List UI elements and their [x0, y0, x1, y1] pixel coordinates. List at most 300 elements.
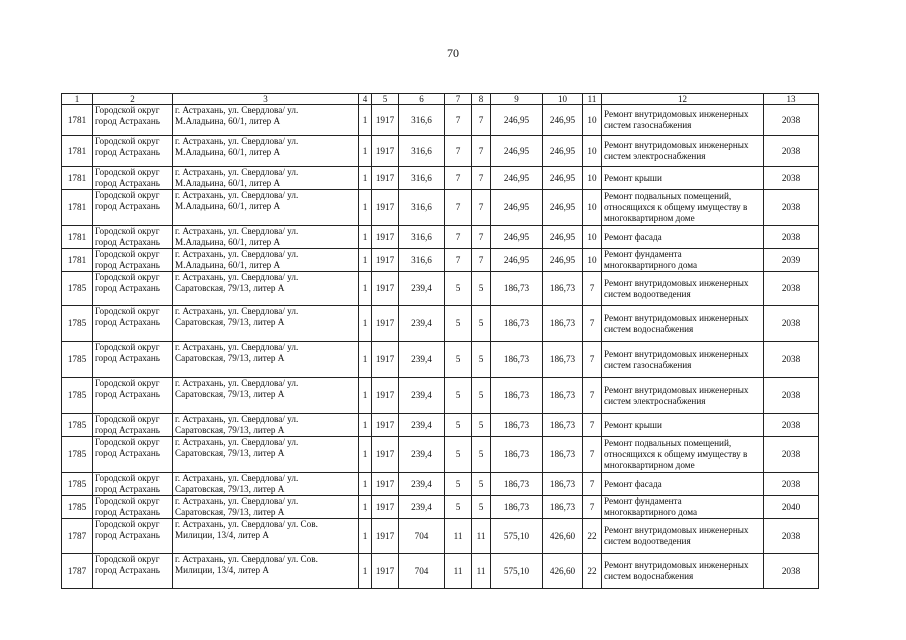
- planned-year-cell: [764, 272, 819, 306]
- address-cell-line: г. Астрахань, ул. Свердлова/ ул.: [175, 136, 299, 146]
- total-area-cell-line: 316,6: [411, 231, 432, 242]
- area-9-cell-line: 186,73: [503, 449, 530, 459]
- municipality-cell-line: город Астрахань: [95, 237, 160, 247]
- municipality-cell: [93, 306, 173, 342]
- col-header: 13: [764, 94, 819, 105]
- col7-cell-line: 7: [455, 254, 461, 265]
- planned-year-cell: [764, 496, 819, 519]
- col8-cell: [472, 554, 491, 589]
- work-type-cell-line: относящихся к общему имуществу в: [604, 449, 748, 459]
- col7-cell: [445, 378, 472, 414]
- total-area-cell-line: 239,4: [411, 501, 432, 512]
- col4-cell-line: 1: [362, 283, 368, 293]
- work-type-cell-line: систем газоснабжения: [604, 359, 692, 370]
- area-9-cell: [491, 272, 543, 306]
- table-row: [62, 167, 819, 190]
- total-area-cell-line: 239,4: [411, 390, 432, 400]
- table-row: [62, 226, 819, 249]
- address-cell-line: М.Аладьина, 60/1, литер А: [175, 147, 281, 157]
- col11-cell: [583, 190, 602, 226]
- work-type-cell: [602, 249, 764, 272]
- work-type-cell-line: Ремонт внутридомовых инженерных: [604, 384, 749, 395]
- municipality-cell-line: Городской округ: [95, 105, 160, 115]
- house-id-cell: [62, 496, 93, 519]
- col8-cell: [472, 519, 491, 554]
- year-built-cell-line: 1917: [375, 254, 395, 265]
- col11-cell: [583, 306, 602, 342]
- planned-year-cell-line: 2038: [781, 231, 801, 242]
- col8-cell: [472, 473, 491, 496]
- area-10-cell-line: 186,73: [549, 419, 576, 430]
- house-id-cell: [62, 378, 93, 414]
- col11-cell-line: 22: [587, 565, 597, 576]
- area-9-cell: [491, 473, 543, 496]
- col7-cell: [445, 249, 472, 272]
- col11-cell: [583, 437, 602, 473]
- total-area-cell: [399, 342, 445, 378]
- col7-cell: [445, 190, 472, 226]
- year-built-cell: [372, 105, 399, 136]
- municipality-cell-line: Городской округ: [95, 190, 160, 200]
- col7-cell: [445, 272, 472, 306]
- year-built-cell-line: 1917: [375, 114, 395, 125]
- col8-cell: [472, 190, 491, 226]
- municipality-cell-line: Городской округ: [95, 136, 160, 146]
- area-9-cell-line: 186,73: [503, 318, 530, 328]
- area-10-cell-line: 246,95: [549, 202, 576, 212]
- col-header: 1: [62, 94, 93, 105]
- work-type-cell-line: Ремонт фундамента: [604, 496, 682, 506]
- col4-cell-line: 1: [362, 145, 368, 156]
- col8-cell-line: 7: [478, 145, 484, 156]
- area-9-cell-line: 246,95: [503, 145, 530, 156]
- col4-cell-line: 1: [362, 419, 368, 430]
- house-id-cell: [62, 342, 93, 378]
- col-header: 6: [399, 94, 445, 105]
- planned-year-cell: [764, 167, 819, 190]
- work-type-cell: [602, 190, 764, 226]
- municipality-cell: [93, 414, 173, 437]
- address-cell-line: Милиции, 13/4, литер А: [175, 530, 269, 540]
- total-area-cell: [399, 496, 445, 519]
- area-9-cell-line: 186,73: [503, 390, 530, 400]
- planned-year-cell-line: 2038: [781, 114, 801, 125]
- col7-cell-line: 5: [455, 478, 461, 489]
- area-9-cell: [491, 167, 543, 190]
- municipality-cell-line: Городской округ: [95, 554, 160, 564]
- col7-cell: [445, 496, 472, 519]
- planned-year-cell-line: 2038: [781, 565, 801, 576]
- house-id-cell-line: 1781: [67, 231, 87, 242]
- year-built-cell: [372, 378, 399, 414]
- work-type-cell-line: Ремонт внутридомовых инженерных: [604, 277, 749, 288]
- area-10-cell: [543, 437, 583, 473]
- col8-cell: [472, 414, 491, 437]
- work-type-cell-line: Ремонт подвальных помещений,: [604, 191, 732, 201]
- total-area-cell: [399, 190, 445, 226]
- year-built-cell-line: 1917: [375, 419, 395, 430]
- col4-cell: [359, 167, 372, 190]
- work-type-cell: [602, 105, 764, 136]
- planned-year-cell: [764, 378, 819, 414]
- col8-cell-line: 5: [478, 478, 484, 489]
- col11-cell-line: 10: [587, 172, 597, 183]
- year-built-cell-line: 1917: [375, 145, 395, 156]
- col4-cell-line: 1: [362, 354, 368, 364]
- municipality-cell-line: город Астрахань: [95, 425, 160, 435]
- year-built-cell: [372, 306, 399, 342]
- col4-cell: [359, 105, 372, 136]
- col11-cell-line: 10: [587, 202, 597, 212]
- address-cell-line: г. Астрахань, ул. Свердлова/ ул.: [175, 249, 299, 259]
- work-type-cell-line: многоквартирного дома: [604, 507, 698, 517]
- total-area-cell-line: 239,4: [411, 449, 432, 459]
- col7-cell: [445, 136, 472, 167]
- area-10-cell-line: 426,60: [549, 565, 576, 576]
- col8-cell-line: 7: [478, 254, 484, 265]
- col11-cell: [583, 414, 602, 437]
- planned-year-cell: [764, 226, 819, 249]
- area-9-cell-line: 575,10: [503, 530, 530, 541]
- work-type-cell: [602, 554, 764, 589]
- address-cell-line: г. Астрахань, ул. Свердлова/ ул.: [175, 496, 299, 506]
- municipality-cell-line: город Астрахань: [95, 317, 160, 327]
- address-cell: [173, 554, 359, 589]
- address-cell-line: г. Астрахань, ул. Свердлова/ ул.: [175, 226, 299, 236]
- col11-cell: [583, 554, 602, 589]
- col-header: 10: [543, 94, 583, 105]
- work-type-cell-line: Ремонт внутридомовых инженерных: [604, 140, 749, 150]
- year-built-cell-line: 1917: [375, 172, 395, 183]
- year-built-cell: [372, 272, 399, 306]
- total-area-cell: [399, 437, 445, 473]
- address-cell-line: М.Аладьина, 60/1, литер А: [175, 237, 281, 247]
- area-10-cell: [543, 226, 583, 249]
- col4-cell: [359, 342, 372, 378]
- col7-cell-line: 5: [455, 318, 461, 328]
- col11-cell: [583, 105, 602, 136]
- work-type-cell: [602, 519, 764, 554]
- work-type-cell-line: Ремонт подвальных помещений,: [604, 438, 732, 448]
- col8-cell-line: 7: [478, 114, 484, 125]
- col7-cell: [445, 554, 472, 589]
- year-built-cell: [372, 414, 399, 437]
- house-id-cell: [62, 473, 93, 496]
- address-cell: [173, 167, 359, 190]
- page-number: 70: [447, 46, 459, 60]
- col4-cell-line: 1: [362, 478, 368, 489]
- area-9-cell-line: 246,95: [503, 202, 530, 212]
- total-area-cell: [399, 473, 445, 496]
- municipality-cell-line: Городской округ: [95, 342, 160, 352]
- municipality-cell-line: город Астрахань: [95, 116, 160, 126]
- col7-cell-line: 7: [455, 172, 461, 183]
- municipality-cell-line: Городской округ: [95, 226, 160, 236]
- col8-cell: [472, 249, 491, 272]
- col8-cell-line: 7: [478, 202, 484, 212]
- address-cell-line: Саратовская, 79/13, литер А: [175, 317, 285, 327]
- work-type-cell-line: Ремонт внутридомовых инженерных: [604, 109, 749, 119]
- house-id-cell: [62, 272, 93, 306]
- header-row: [62, 94, 819, 105]
- house-id-cell: [62, 519, 93, 554]
- total-area-cell: [399, 306, 445, 342]
- house-id-cell: [62, 306, 93, 342]
- area-10-cell: [543, 519, 583, 554]
- year-built-cell: [372, 342, 399, 378]
- col4-cell-line: 1: [362, 530, 368, 541]
- planned-year-cell: [764, 136, 819, 167]
- col8-cell: [472, 226, 491, 249]
- address-cell-line: г. Астрахань, ул. Свердлова/ ул.: [175, 473, 299, 483]
- address-cell-line: Милиции, 13/4, литер А: [175, 565, 269, 575]
- total-area-cell-line: 239,4: [411, 318, 432, 328]
- col11-cell: [583, 272, 602, 306]
- address-cell-line: Саратовская, 79/13, литер А: [175, 353, 285, 363]
- col4-cell: [359, 136, 372, 167]
- col-header: 8: [472, 94, 491, 105]
- work-type-cell: [602, 473, 764, 496]
- municipality-cell: [93, 249, 173, 272]
- planned-year-cell: [764, 473, 819, 496]
- col11-cell-line: 22: [587, 530, 597, 541]
- municipality-cell-line: Городской округ: [95, 437, 160, 447]
- year-built-cell-line: 1917: [375, 501, 395, 512]
- address-cell-line: г. Астрахань, ул. Свердлова/ ул.: [175, 378, 299, 388]
- col4-cell: [359, 190, 372, 226]
- address-cell: [173, 190, 359, 226]
- planned-year-cell-line: 2038: [781, 172, 801, 183]
- col7-cell: [445, 519, 472, 554]
- area-10-cell: [543, 167, 583, 190]
- planned-year-cell: [764, 342, 819, 378]
- address-cell-line: г. Астрахань, ул. Свердлова/ ул.: [175, 306, 299, 316]
- year-built-cell-line: 1917: [375, 530, 395, 541]
- col11-cell-line: 10: [587, 145, 597, 156]
- work-type-cell: [602, 414, 764, 437]
- col11-cell: [583, 342, 602, 378]
- house-id-cell-line: 1785: [67, 501, 87, 512]
- area-10-cell-line: 186,73: [549, 390, 576, 400]
- col8-cell: [472, 272, 491, 306]
- year-built-cell: [372, 473, 399, 496]
- address-cell-line: М.Аладьина, 60/1, литер А: [175, 178, 281, 188]
- house-id-cell: [62, 105, 93, 136]
- table-row: [62, 272, 819, 306]
- address-cell-line: г. Астрахань, ул. Свердлова/ ул.: [175, 414, 299, 424]
- area-10-cell-line: 186,73: [549, 478, 576, 489]
- area-10-cell-line: 186,73: [549, 283, 576, 293]
- municipality-cell: [93, 496, 173, 519]
- col8-cell-line: 5: [478, 419, 484, 430]
- col7-cell-line: 5: [455, 449, 461, 459]
- col7-cell: [445, 306, 472, 342]
- work-type-cell-line: систем водоотведения: [604, 288, 691, 299]
- planned-year-cell-line: 2040: [781, 501, 801, 512]
- work-type-cell-line: Ремонт фасада: [604, 231, 662, 242]
- col11-cell: [583, 378, 602, 414]
- col4-cell: [359, 306, 372, 342]
- col7-cell-line: 5: [455, 419, 461, 430]
- col11-cell-line: 7: [589, 283, 595, 293]
- work-type-cell-line: систем водоотведения: [604, 536, 691, 546]
- municipality-cell-line: город Астрахань: [95, 283, 160, 293]
- work-type-cell-line: Ремонт фасада: [604, 478, 662, 489]
- col7-cell-line: 5: [455, 354, 461, 364]
- area-10-cell: [543, 272, 583, 306]
- total-area-cell: [399, 414, 445, 437]
- col7-cell: [445, 226, 472, 249]
- area-10-cell-line: 186,73: [549, 449, 576, 459]
- work-type-cell-line: Ремонт крыши: [604, 172, 662, 183]
- area-10-cell-line: 246,95: [549, 145, 576, 156]
- address-cell: [173, 226, 359, 249]
- table-row: [62, 306, 819, 342]
- area-9-cell-line: 246,95: [503, 231, 530, 242]
- year-built-cell-line: 1917: [375, 231, 395, 242]
- col8-cell-line: 7: [478, 231, 484, 242]
- work-type-cell: [602, 342, 764, 378]
- total-area-cell-line: 239,4: [411, 419, 432, 430]
- total-area-cell: [399, 105, 445, 136]
- municipality-cell: [93, 136, 173, 167]
- area-9-cell-line: 186,73: [503, 354, 530, 364]
- municipality-cell: [93, 378, 173, 414]
- col-header: 3: [173, 94, 359, 105]
- area-9-cell-line: 186,73: [503, 478, 530, 489]
- work-type-cell-line: систем водоснабжения: [604, 571, 694, 581]
- planned-year-cell-line: 2039: [781, 254, 801, 265]
- year-built-cell-line: 1917: [375, 449, 395, 459]
- col4-cell: [359, 272, 372, 306]
- col-header: 7: [445, 94, 472, 105]
- total-area-cell-line: 239,4: [411, 354, 432, 364]
- house-id-cell: [62, 190, 93, 226]
- work-type-cell-line: Ремонт крыши: [604, 419, 662, 430]
- total-area-cell-line: 316,6: [411, 172, 432, 183]
- col7-cell-line: 7: [455, 202, 461, 212]
- col4-cell: [359, 519, 372, 554]
- area-9-cell-line: 246,95: [503, 172, 530, 183]
- col4-cell-line: 1: [362, 565, 368, 576]
- municipality-cell: [93, 105, 173, 136]
- address-cell-line: г. Астрахань, ул. Свердлова/ ул.: [175, 272, 299, 282]
- work-type-cell-line: Ремонт фундамента: [604, 249, 682, 259]
- area-10-cell: [543, 136, 583, 167]
- municipality-cell-line: город Астрахань: [95, 353, 160, 363]
- municipality-cell-line: Городской округ: [95, 496, 160, 506]
- municipality-cell-line: Городской округ: [95, 378, 160, 388]
- col7-cell: [445, 437, 472, 473]
- address-cell-line: М.Аладьина, 60/1, литер А: [175, 116, 281, 126]
- col8-cell-line: 5: [478, 390, 484, 400]
- planned-year-cell-line: 2038: [781, 390, 801, 400]
- area-10-cell: [543, 414, 583, 437]
- total-area-cell-line: 704: [414, 565, 429, 576]
- planned-year-cell-line: 2038: [781, 318, 801, 328]
- year-built-cell-line: 1917: [375, 202, 395, 212]
- house-id-cell-line: 1781: [67, 114, 87, 125]
- work-type-cell-line: систем электроснабжения: [604, 151, 706, 161]
- col4-cell: [359, 249, 372, 272]
- year-built-cell-line: 1917: [375, 354, 395, 364]
- area-10-cell-line: 246,95: [549, 231, 576, 242]
- year-built-cell-line: 1917: [375, 565, 395, 576]
- col8-cell-line: 11: [476, 530, 486, 541]
- total-area-cell: [399, 378, 445, 414]
- planned-year-cell: [764, 414, 819, 437]
- municipality-cell-line: Городской округ: [95, 272, 160, 282]
- area-10-cell: [543, 249, 583, 272]
- municipality-cell-line: город Астрахань: [95, 565, 160, 575]
- house-id-cell-line: 1787: [67, 530, 87, 541]
- planned-year-cell-line: 2038: [781, 530, 801, 541]
- col8-cell: [472, 167, 491, 190]
- col8-cell-line: 5: [478, 318, 484, 328]
- col11-cell-line: 10: [587, 254, 597, 265]
- address-cell-line: г. Астрахань, ул. Свердлова/ ул.: [175, 190, 299, 200]
- work-type-cell-line: Ремонт внутридомовых инженерных: [604, 312, 749, 323]
- planned-year-cell-line: 2038: [781, 283, 801, 293]
- area-10-cell-line: 186,73: [549, 318, 576, 328]
- house-id-cell-line: 1785: [67, 354, 87, 364]
- col8-cell: [472, 136, 491, 167]
- year-built-cell: [372, 167, 399, 190]
- house-id-cell-line: 1781: [67, 202, 87, 212]
- year-built-cell: [372, 136, 399, 167]
- planned-year-cell-line: 2038: [781, 478, 801, 489]
- address-cell: [173, 473, 359, 496]
- col8-cell-line: 5: [478, 449, 484, 459]
- municipality-cell-line: город Астрахань: [95, 178, 160, 188]
- total-area-cell-line: 316,6: [411, 202, 432, 212]
- total-area-cell: [399, 167, 445, 190]
- area-9-cell: [491, 519, 543, 554]
- col7-cell: [445, 473, 472, 496]
- col8-cell: [472, 437, 491, 473]
- work-type-cell-line: многоквартирного дома: [604, 260, 698, 270]
- col11-cell-line: 7: [589, 449, 595, 459]
- address-cell-line: г. Астрахань, ул. Свердлова/ ул.: [175, 105, 299, 115]
- municipality-cell-line: Городской округ: [95, 473, 160, 483]
- area-9-cell: [491, 105, 543, 136]
- municipality-cell-line: город Астрахань: [95, 484, 160, 494]
- col7-cell-line: 11: [453, 530, 463, 541]
- municipality-cell: [93, 437, 173, 473]
- municipality-cell: [93, 167, 173, 190]
- work-type-cell: [602, 378, 764, 414]
- total-area-cell: [399, 226, 445, 249]
- col-header: 12: [602, 94, 764, 105]
- address-cell-line: г. Астрахань, ул. Свердлова/ ул.: [175, 167, 299, 177]
- table-row: [62, 190, 819, 226]
- area-9-cell: [491, 496, 543, 519]
- address-cell: [173, 519, 359, 554]
- area-10-cell: [543, 306, 583, 342]
- address-cell: [173, 414, 359, 437]
- total-area-cell-line: 239,4: [411, 283, 432, 293]
- year-built-cell: [372, 437, 399, 473]
- address-cell-line: г. Астрахань, ул. Свердлова/ ул. Сов.: [175, 554, 318, 564]
- address-cell: [173, 249, 359, 272]
- year-built-cell-line: 1917: [375, 283, 395, 293]
- planned-year-cell: [764, 105, 819, 136]
- col7-cell-line: 5: [455, 283, 461, 293]
- planned-year-cell-line: 2038: [781, 145, 801, 156]
- col4-cell: [359, 226, 372, 249]
- col-header: 9: [491, 94, 543, 105]
- year-built-cell-line: 1917: [375, 318, 395, 328]
